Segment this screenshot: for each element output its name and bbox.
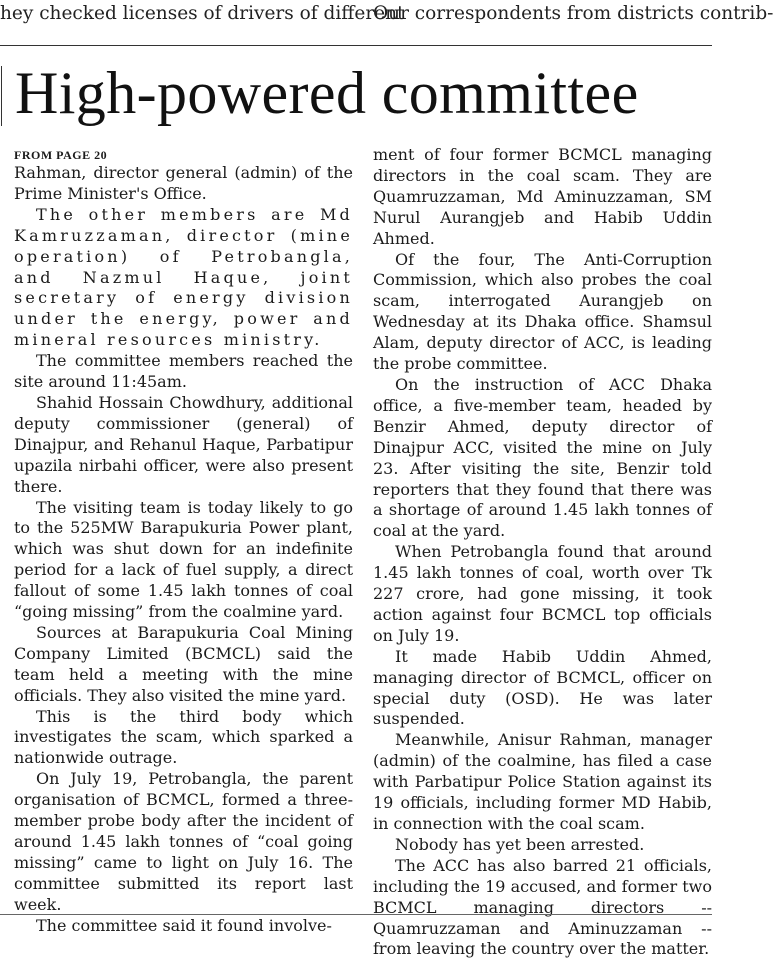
jump-line: FROM PAGE 20 — [14, 148, 108, 162]
paragraph: Nobody has yet been arrested. — [395, 834, 645, 854]
paragraph: Rahman, director general (admin) of the Prime Minister's Office. — [14, 163, 353, 203]
paragraph: Sources at Barapukuria Coal Mining Company Limited (BCMCL) said the team held a meeting with the mine officials. They also visited the mine yard. — [14, 622, 353, 705]
paragraph: On July 19, Petrobangla, the parent organisation of BCMCL, formed a three-member probe body after the incident of around 1.45 lakh tonnes of “coal going missing” came to light on July 16. The committee submitted its report last week. — [14, 769, 353, 914]
headline-side-rule — [1, 66, 2, 126]
paragraph: ment of four former BCMCL managing directors in the coal scam. They are Quamruzzaman, Md Aminuzzaman, SM Nurul Aurangjeb and Habib Uddin Ahmed. — [373, 145, 712, 248]
top-divider — [0, 45, 712, 46]
article-column-right — [373, 145, 712, 960]
paragraph: The ACC has also barred 21 officials, including the 19 accused, and former two BCMCL managing directors -- Quamruzzaman and Aminuzzaman -- from leaving the country over the matter. — [373, 855, 712, 959]
paragraph: The other members are Md Kamruzzaman, director (mine operation) of Petrobangla, and Nazmul Haque, joint secretary of energy division under the energy, power and mineral resources ministry. — [14, 204, 353, 350]
paragraph: Meanwhile, Anisur Rahman, manager (admin) of the coalmine, has filed a case with Parbatipur Police Station against its 19 officials, including former MD Habib, in connection with the coal scam. — [373, 730, 712, 833]
paragraph: It made Habib Uddin Ahmed, managing director of BCMCL, officer on special duty (OSD). He was later suspended. — [373, 646, 712, 729]
paragraph: The committee said it found involve- — [36, 915, 332, 935]
previous-article-snippet: hey checked licenses of drivers of different — [0, 3, 405, 24]
adjacent-article-snippet: Our correspondents from districts contrib- — [373, 3, 773, 24]
paragraph: When Petrobangla found that around 1.45 lakh tonnes of coal, worth over Tk 227 crore, had gone missing, it took action against four BCMCL top officials on July 19. — [373, 542, 712, 645]
bottom-divider — [0, 914, 712, 915]
paragraph: Of the four, The Anti-Corruption Commission, which also probes the coal scam, interrogated Aurangjeb on Wednesday at its Dhaka office. Shamsul Alam, deputy director of ACC, is leading the probe committee. — [373, 249, 712, 374]
paragraph: The visiting team is today likely to go to the 525MW Barapukuria Power plant, which was shut down for an indefinite period for a lack of fuel supply, a direct fallout of some 1.45 lakh tonnes of coal “going missing” from the coalmine yard. — [14, 497, 353, 622]
paragraph: This is the third body which investigates the scam, which sparked a nationwide outrage. — [14, 706, 353, 768]
article-headline: High-powered committee — [15, 60, 639, 126]
paragraph: Shahid Hossain Chowdhury, additional deputy commissioner (general) of Dinajpur, and Rehanul Haque, Parbatipur upazila nirbahi officer, were also present there. — [14, 392, 353, 496]
paragraph: On the instruction of ACC Dhaka office, a five-member team, headed by Benzir Ahmed, deputy director of Dinajpur ACC, visited the mine on July 23. After visiting the site, Benzir told reporters that they found that there was a shortage of around 1.45 lakh tonnes of coal at the yard. — [373, 374, 712, 541]
paragraph: The committee members reached the site around 11:45am. — [14, 351, 353, 392]
article-column-left — [14, 145, 353, 937]
